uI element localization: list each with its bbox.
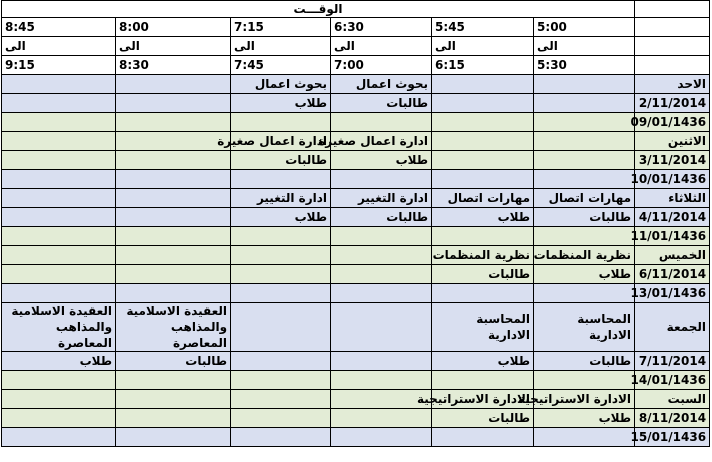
hijri-date: 09/01/1436 (635, 113, 710, 132)
course-name-cell[interactable] (231, 390, 331, 409)
student-group-cell[interactable] (231, 352, 331, 371)
schedule-cell[interactable] (2, 284, 116, 303)
schedule-cell[interactable] (2, 227, 116, 246)
student-group-cell[interactable] (534, 94, 635, 113)
schedule-row (2, 75, 710, 94)
schedule-cell[interactable] (534, 371, 635, 390)
course-name-cell[interactable] (116, 75, 231, 94)
schedule-cell[interactable] (231, 113, 331, 132)
student-group-cell[interactable]: طالبات (331, 94, 432, 113)
time-to-word: الى (432, 37, 534, 56)
course-name-cell[interactable]: العقيدة الاسلامية والمذاهب المعاصرة (2, 303, 116, 352)
student-group-cell[interactable] (116, 265, 231, 284)
time-header-row (2, 56, 710, 75)
time-header-row (2, 18, 710, 37)
schedule-row (2, 265, 710, 284)
schedule-row (2, 227, 710, 246)
student-group-cell[interactable]: طالبات (231, 151, 331, 170)
schedule-cell[interactable] (331, 371, 432, 390)
time-from: 6:30 (331, 18, 432, 37)
schedule-cell[interactable] (331, 227, 432, 246)
course-name-cell[interactable]: ادارة التغيير (231, 189, 331, 208)
course-name-cell[interactable]: بحوث اعمال (331, 75, 432, 94)
course-name-cell[interactable]: مهارات اتصال (534, 189, 635, 208)
schedule-cell[interactable] (116, 227, 231, 246)
course-name-cell[interactable] (2, 132, 116, 151)
student-group-cell[interactable] (116, 409, 231, 428)
course-name-cell[interactable] (534, 75, 635, 94)
time-from: 7:15 (231, 18, 331, 37)
hijri-date: 10/01/1436 (635, 170, 710, 189)
day-name: السبت (635, 390, 710, 409)
schedule-cell[interactable] (534, 284, 635, 303)
student-group-cell[interactable]: طالبات (432, 265, 534, 284)
schedule-cell[interactable] (116, 170, 231, 189)
course-name-cell[interactable]: بحوث اعمال (231, 75, 331, 94)
schedule-cell[interactable] (116, 371, 231, 390)
time-to-word: الى (534, 37, 635, 56)
schedule-cell[interactable] (231, 371, 331, 390)
course-name-cell[interactable]: نظرية المنظمات (432, 246, 534, 265)
schedule-cell[interactable] (432, 428, 534, 447)
schedule-cell[interactable] (231, 170, 331, 189)
schedule-row (2, 390, 710, 409)
student-group-cell[interactable]: طلاب (432, 352, 534, 371)
time-header-row (2, 37, 710, 56)
student-group-cell[interactable] (432, 94, 534, 113)
student-group-cell[interactable]: طلاب (534, 409, 635, 428)
schedule-cell[interactable] (2, 170, 116, 189)
time-to-word: الى (2, 37, 116, 56)
schedule-cell[interactable] (116, 428, 231, 447)
hijri-date: 13/01/1436 (635, 284, 710, 303)
course-name-cell[interactable] (116, 246, 231, 265)
student-group-cell[interactable] (231, 409, 331, 428)
student-group-cell[interactable] (2, 151, 116, 170)
schedule-row (2, 303, 710, 352)
gregorian-date: 6/11/2014 (635, 265, 710, 284)
student-group-cell[interactable] (331, 352, 432, 371)
course-name-cell[interactable]: ادارة اعمال صغيرة (331, 132, 432, 151)
course-name-cell[interactable] (331, 303, 432, 352)
schedule-cell[interactable] (2, 113, 116, 132)
schedule-cell[interactable] (331, 428, 432, 447)
course-name-cell[interactable]: الادارة الاستراتيجية (432, 390, 534, 409)
course-name-cell[interactable] (432, 75, 534, 94)
student-group-cell[interactable]: طلاب (432, 208, 534, 227)
schedule-row (2, 113, 710, 132)
schedule-row (2, 246, 710, 265)
student-group-cell[interactable] (331, 409, 432, 428)
day-name: الخميس (635, 246, 710, 265)
course-name-cell[interactable] (231, 246, 331, 265)
hijri-date: 14/01/1436 (635, 371, 710, 390)
schedule-cell[interactable] (534, 113, 635, 132)
student-group-cell[interactable]: طالبات (534, 352, 635, 371)
schedule-cell[interactable] (231, 227, 331, 246)
time-from: 5:45 (432, 18, 534, 37)
course-name-cell[interactable] (231, 303, 331, 352)
schedule-cell[interactable] (432, 170, 534, 189)
gregorian-date: 7/11/2014 (635, 352, 710, 371)
schedule-row (2, 208, 710, 227)
time-to-word: الى (231, 37, 331, 56)
course-name-cell[interactable]: المحاسبة الادارية (534, 303, 635, 352)
time-to: 6:15 (432, 56, 534, 75)
student-group-cell[interactable]: طالبات (331, 208, 432, 227)
time-to: 7:45 (231, 56, 331, 75)
student-group-cell[interactable] (331, 265, 432, 284)
schedule-row (2, 151, 710, 170)
schedule-cell[interactable] (331, 113, 432, 132)
time-to-word: الى (116, 37, 231, 56)
hijri-date: 11/01/1436 (635, 227, 710, 246)
schedule-row (2, 189, 710, 208)
course-name-cell[interactable]: الادارة الاستراتيجية (534, 390, 635, 409)
day-name: الاثنين (635, 132, 710, 151)
student-group-cell[interactable]: طلاب (2, 352, 116, 371)
student-group-cell[interactable]: طالبات (432, 409, 534, 428)
header-blank-cell (635, 18, 710, 37)
course-name-cell[interactable]: المحاسبة الادارية (432, 303, 534, 352)
course-name-cell[interactable] (116, 132, 231, 151)
day-name: الثلاثاء (635, 189, 710, 208)
student-group-cell[interactable] (116, 151, 231, 170)
student-group-cell[interactable] (2, 265, 116, 284)
schedule-cell[interactable] (116, 113, 231, 132)
course-name-cell[interactable]: نظرية المنظمات (534, 246, 635, 265)
student-group-cell[interactable] (116, 94, 231, 113)
course-name-cell[interactable]: العقيدة الاسلامية والمذاهب المعاصرة (116, 303, 231, 352)
schedule-row (2, 428, 710, 447)
course-name-cell[interactable]: مهارات اتصال (432, 189, 534, 208)
schedule-table (1, 0, 710, 447)
student-group-cell[interactable] (231, 265, 331, 284)
student-group-cell[interactable]: طالبات (116, 352, 231, 371)
student-group-cell[interactable] (432, 151, 534, 170)
course-name-cell[interactable] (331, 246, 432, 265)
course-name-cell[interactable] (2, 75, 116, 94)
schedule-cell[interactable] (331, 284, 432, 303)
student-group-cell[interactable]: طلاب (231, 94, 331, 113)
student-group-cell[interactable] (534, 151, 635, 170)
student-group-cell[interactable] (2, 409, 116, 428)
gregorian-date: 3/11/2014 (635, 151, 710, 170)
time-to-word: الى (331, 37, 432, 56)
course-name-cell[interactable] (2, 390, 116, 409)
time-to: 5:30 (534, 56, 635, 75)
student-group-cell[interactable]: طلاب (331, 151, 432, 170)
student-group-cell[interactable]: طلاب (231, 208, 331, 227)
course-name-cell[interactable] (116, 189, 231, 208)
time-from: 5:00 (534, 18, 635, 37)
course-name-cell[interactable]: ادارة اعمال صغيرة (231, 132, 331, 151)
schedule-row (2, 94, 710, 113)
schedule-cell[interactable] (534, 428, 635, 447)
header-blank-cell (635, 37, 710, 56)
course-name-cell[interactable] (432, 132, 534, 151)
time-from: 8:00 (116, 18, 231, 37)
schedule-cell[interactable] (331, 170, 432, 189)
schedule-cell[interactable] (2, 371, 116, 390)
time-title: الوقـــت (2, 1, 635, 18)
student-group-cell[interactable] (116, 208, 231, 227)
student-group-cell[interactable] (2, 94, 116, 113)
schedule-cell[interactable] (534, 170, 635, 189)
schedule-cell[interactable] (432, 371, 534, 390)
day-name: الاحد (635, 75, 710, 94)
time-to: 8:30 (116, 56, 231, 75)
student-group-cell[interactable] (2, 208, 116, 227)
schedule-cell[interactable] (2, 428, 116, 447)
gregorian-date: 8/11/2014 (635, 409, 710, 428)
gregorian-date: 4/11/2014 (635, 208, 710, 227)
course-name-cell[interactable] (2, 246, 116, 265)
course-name-cell[interactable] (116, 390, 231, 409)
schedule-row (2, 132, 710, 151)
schedule-cell[interactable] (116, 284, 231, 303)
corner-cell (635, 1, 710, 18)
course-name-cell[interactable]: ادارة التغيير (331, 189, 432, 208)
schedule-row (2, 284, 710, 303)
schedule-cell[interactable] (231, 428, 331, 447)
schedule-cell[interactable] (432, 227, 534, 246)
schedule-cell[interactable] (231, 284, 331, 303)
time-from: 8:45 (2, 18, 116, 37)
schedule-cell[interactable] (432, 113, 534, 132)
day-name: الجمعة (635, 303, 710, 352)
course-name-cell[interactable] (534, 132, 635, 151)
student-group-cell[interactable]: طالبات (534, 208, 635, 227)
time-to: 7:00 (331, 56, 432, 75)
schedule-row (2, 371, 710, 390)
gregorian-date: 2/11/2014 (635, 94, 710, 113)
schedule-cell[interactable] (534, 227, 635, 246)
schedule-row (2, 409, 710, 428)
time-to: 9:15 (2, 56, 116, 75)
schedule-cell[interactable] (432, 284, 534, 303)
schedule-row (2, 170, 710, 189)
course-name-cell[interactable] (2, 189, 116, 208)
hijri-date: 15/01/1436 (635, 428, 710, 447)
header-blank-cell (635, 56, 710, 75)
student-group-cell[interactable]: طلاب (534, 265, 635, 284)
schedule-row (2, 352, 710, 371)
